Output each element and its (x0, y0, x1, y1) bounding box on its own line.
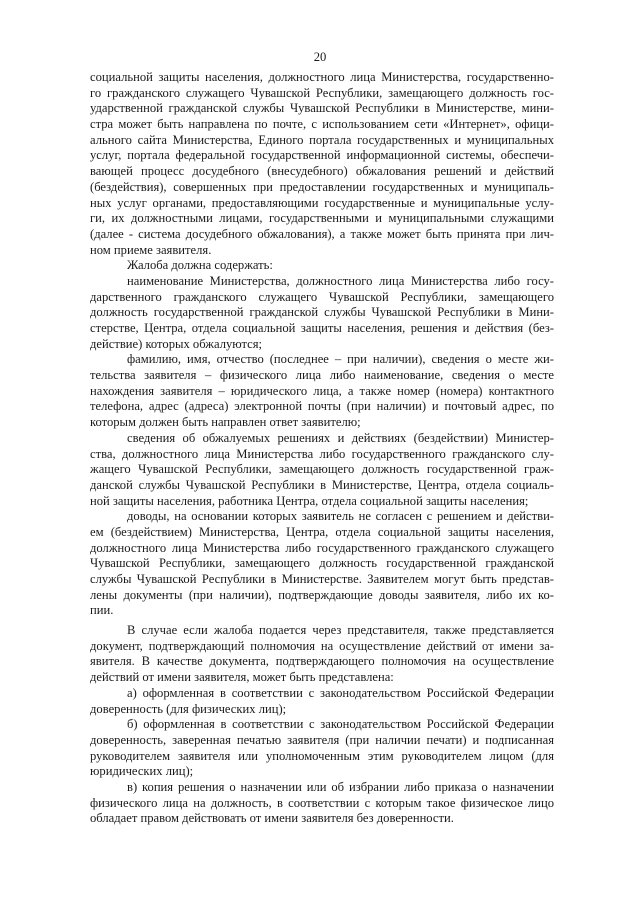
text-line: В случае если жалоба подается через представителя, также представляется (127, 623, 554, 638)
text-line: наименование Министерства, должностного лица Министерства либо госу- (127, 273, 554, 288)
text-line: доверенность (для физических лиц); (90, 701, 287, 716)
document-body (90, 70, 554, 827)
text-line: ной защиты населения, работника Центра, отдела социальной защиты населения; (90, 493, 529, 508)
text-line: сведения об обжалуемых решениях и действиях (бездействии) Министер- (127, 430, 554, 445)
text-line: обладает правом действовать от имени заявителя без доверенности. (90, 811, 454, 826)
text-line: юридических лиц); (90, 764, 194, 779)
text-line: ства, должностного лица Министерства либо государственного гражданского слу- (90, 446, 554, 461)
text-line: ального сайта Министерства, Единого портала государственных и муниципальных (90, 132, 554, 147)
text-line: руководителем заявителя или уполномоченным этим руководителем лицом (для (90, 748, 554, 763)
text-line: социальной защиты населения, должностного лица Министерства, государственно- (90, 70, 554, 84)
text-line: действий от имени заявителя, может быть представлена: (90, 670, 394, 685)
text-line: дарственного гражданского служащего Чувашской Республики, замещающего (90, 289, 554, 304)
text-line: физического лица на должность, в соответствии с которым такое физическое лицо (90, 795, 554, 810)
text-line: тельства заявителя – физического лица либо наименование, сведения о месте (90, 368, 554, 383)
text-line: телефона, адрес (адреса) электронной почты (при наличии) и почтовый адрес, по (90, 399, 554, 414)
text-line: жащего Чувашской Республики, замещающего должность государственной граж- (90, 462, 554, 477)
text-line: стерстве, Центра, отдела социальной защиты населения, решения и действия (без- (90, 321, 554, 335)
text-line: документ, подтверждающий полномочия на осуществление действий от имени за- (90, 638, 554, 653)
text-line: фамилию, имя, отчество (последнее – при наличии), сведения о месте жи- (127, 352, 554, 367)
text-line: го гражданского служащего Чувашской Республики, замещающего должность гос- (90, 85, 554, 100)
text-line: доводы, на основании которых заявитель не согласен с решением и действи- (127, 509, 554, 524)
text-line: а) оформленная в соответствии с законодательством Российской Федерации (127, 685, 554, 700)
text-line: б) оформленная в соответствии с законодательством Российской Федерации (127, 717, 554, 732)
text-line: Чувашской Республики, замещающего должность государственной гражданской (90, 556, 554, 571)
text-line: ем (бездействием) Министерства, Центра, отдела социальной защиты населения, (90, 524, 554, 539)
text-line: стра может быть направлена по почте, с использованием сети «Интернет», офици- (90, 117, 554, 132)
text-line: нахождения заявителя – юридического лица, а также номер (номера) контактного (90, 383, 554, 398)
text-line: ударственной гражданской службы Чувашской Республики в Министерстве, мини- (90, 101, 554, 116)
text-line: должностного лица Министерства либо государственного гражданского служащего (90, 540, 554, 555)
text-line: (далее - система досудебного обжалования), а также может быть принята при лич- (90, 226, 554, 241)
text-line: ном приеме заявителя. (90, 242, 212, 257)
text-line: службы Чувашской Республики в Министерстве. Заявителем могут быть представ- (90, 572, 554, 586)
text-line: (бездействия), совершенных при предоставлении государственных и муниципаль- (90, 179, 554, 194)
text-line: в) копия решения о назначении или об избрании либо приказа о назначении (127, 779, 554, 794)
text-line: данской службы Чувашской Республики в Министерстве, Центра, отдела социаль- (90, 477, 554, 492)
text-line: лены документы (при наличии), подтверждающие доводы заявителя, либо их ко- (90, 587, 554, 602)
text-line: Жалоба должна содержать: (127, 258, 273, 273)
text-line: вающей процесс досудебного (внесудебного) обжалования решений и действий (90, 164, 554, 179)
text-line: должность государственной гражданской службы Чувашской Республики в Мини- (90, 305, 554, 320)
text-line: пии. (90, 603, 114, 618)
text-line: которым должен быть направлен ответ заявителю; (90, 415, 361, 430)
text-line: ных услуг органами, предоставляющими государственные и муниципальные услу- (90, 195, 554, 210)
text-line: ги, их должностными лицами, государственными и муниципальными служащими (90, 211, 554, 226)
text-line: явителя. В качестве документа, подтверждающего полномочия на осуществление (90, 654, 554, 669)
text-line: действие) которых обжалуются; (90, 336, 263, 351)
text-line: доверенность, заверенная печатью заявителя (при наличии печати) и подписанная (90, 732, 554, 747)
text-line: услуг, портала федеральной государственной информационной системы, обеспечи- (90, 148, 554, 163)
page-number: 20 (313, 50, 327, 64)
